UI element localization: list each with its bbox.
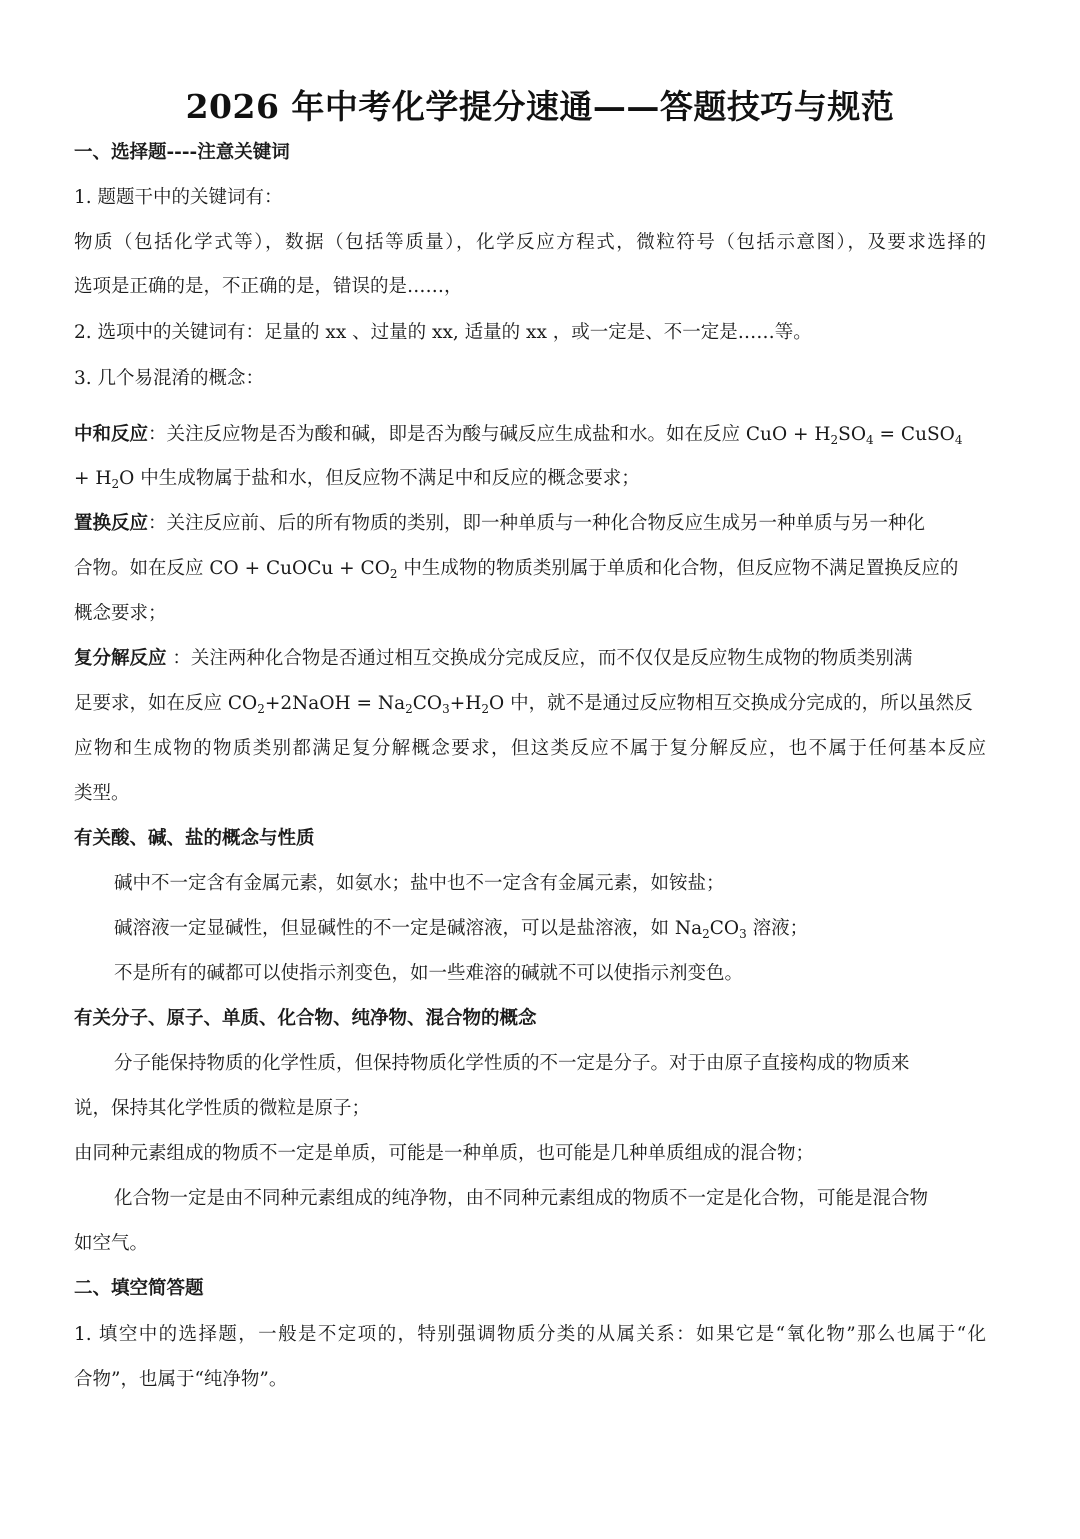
double-decomposition-line4: 类型。 bbox=[74, 783, 130, 804]
subscript: 2 bbox=[257, 702, 265, 716]
text-span: + H bbox=[74, 468, 112, 489]
acid-base-line1: 碱中不一定含有金属元素，如氨水；盐中也不一定含有金属元素，如铵盐； bbox=[114, 873, 725, 894]
neutralization-line1 bbox=[74, 420, 962, 450]
text-span: = CuSO bbox=[873, 424, 955, 445]
subscript: 2 bbox=[481, 702, 490, 716]
acid-base-heading: 有关酸、碱、盐的概念与性质 bbox=[74, 828, 315, 849]
molecules-line4: 化合物一定是由不同种元素组成的纯净物，由不同种元素组成的物质不一定是化合物，可能是混合物 bbox=[114, 1188, 929, 1209]
subscript: 3 bbox=[442, 702, 450, 716]
item1-line2: 选项是正确的是，不正确的是，错误的是……， bbox=[74, 276, 463, 297]
neutralization-line2 bbox=[74, 464, 640, 494]
document-title: 2026 年中考化学提分速通——答题技巧与规范 bbox=[185, 87, 895, 126]
double-decomposition-term: 复分解反应 bbox=[74, 648, 167, 669]
molecules-line5: 如空气。 bbox=[74, 1233, 149, 1254]
molecules-line1: 分子能保持物质的化学性质，但保持物质化学性质的不一定是分子。对于由原子直接构成的物质来 bbox=[114, 1053, 910, 1074]
subscript: 3 bbox=[739, 927, 747, 941]
subscript: 2 bbox=[111, 477, 120, 491]
text-span: SO bbox=[838, 424, 867, 445]
text-span: 中生成物的物质类别属于单质和化合物，但反应物不满足置换反应的 bbox=[397, 558, 959, 579]
item2-text: 2. 选项中的关键词有：足量的 xx 、过量的 xx, 适量的 xx ，或一定是、不一定是……等。 bbox=[74, 322, 812, 343]
text-span: +H bbox=[449, 693, 482, 714]
text-span: CO bbox=[412, 693, 443, 714]
text-span: CO bbox=[709, 918, 740, 939]
subscript: 2 bbox=[830, 433, 839, 447]
neutralization-term: 中和反应 bbox=[74, 424, 149, 445]
item3-text: 3. 几个易混淆的概念： bbox=[74, 368, 265, 389]
replacement-line1 bbox=[74, 509, 925, 539]
replacement-term: 置换反应 bbox=[74, 513, 149, 534]
molecules-heading: 有关分子、原子、单质、化合物、纯净物、混合物的概念 bbox=[74, 1008, 537, 1029]
double-decomposition-line2 bbox=[74, 689, 973, 719]
section2-heading: 二、填空简答题 bbox=[74, 1278, 204, 1299]
molecules-line3: 由同种元素组成的物质不一定是单质，可能是一种单质，也可能是几种单质组成的混合物； bbox=[74, 1143, 815, 1164]
item1-line1: 物质（包括化学式等），数据（包括等质量），化学反应方程式，微粒符号（包括示意图），及要求选择的 bbox=[74, 232, 986, 253]
subscript: 2 bbox=[702, 927, 710, 941]
acid-base-line3: 不是所有的碱都可以使指示剂变色，如一些难溶的碱就不可以使指示剂变色。 bbox=[114, 963, 744, 984]
section2-item1-line1: 1. 填空中的选择题，一般是不定项的，特别强调物质分类的从属关系：如果它是“氧化物”那么也属于“化 bbox=[74, 1324, 986, 1345]
text-span: 碱溶液一定显碱性，但显碱性的不一定是碱溶液，可以是盐溶液，如 Na bbox=[114, 918, 703, 939]
text-span: +2NaOH = Na bbox=[264, 693, 406, 714]
replacement-line2 bbox=[74, 554, 958, 584]
section2-item1-line2: 合物”，也属于“纯净物”。 bbox=[74, 1369, 288, 1390]
subscript: 4 bbox=[954, 433, 963, 447]
text-span: ：关注两种化合物是否通过相互交换成分完成反应，而不仅仅是反应物生成物的物质类别满 bbox=[166, 648, 913, 669]
double-decomposition-line1 bbox=[74, 644, 912, 674]
section1-heading: 一、选择题----注意关键词 bbox=[74, 142, 290, 163]
subscript: 4 bbox=[866, 433, 874, 447]
subscript: 2 bbox=[389, 567, 398, 581]
item1-label: 1. 题题干中的关键词有： bbox=[74, 187, 283, 208]
text-span: 合物。如在反应 CO + CuOCu + CO bbox=[74, 558, 390, 579]
text-span: ：关注反应物是否为酸和碱，即是否为酸与碱反应生成盐和水。如在反应 CuO + H bbox=[148, 424, 831, 445]
molecules-line2: 说，保持其化学性质的微粒是原子； bbox=[74, 1098, 371, 1119]
text-span: 溶液； bbox=[746, 918, 809, 939]
text-span: 足要求，如在反应 CO bbox=[74, 693, 258, 714]
text-span: O 中生成物属于盐和水，但反应物不满足中和反应的概念要求； bbox=[119, 468, 640, 489]
subscript: 2 bbox=[405, 702, 413, 716]
double-decomposition-line3: 应物和生成物的物质类别都满足复分解概念要求，但这类反应不属于复分解反应，也不属于任何基本反应 bbox=[74, 738, 986, 759]
replacement-line3: 概念要求； bbox=[74, 603, 167, 624]
text-span: O 中，就不是通过反应物相互交换成分完成的，所以虽然反 bbox=[489, 693, 973, 714]
acid-base-line2 bbox=[114, 914, 808, 944]
text-span: ：关注反应前、后的所有物质的类别，即一种单质与一种化合物反应生成另一种单质与另一种化 bbox=[148, 513, 926, 534]
